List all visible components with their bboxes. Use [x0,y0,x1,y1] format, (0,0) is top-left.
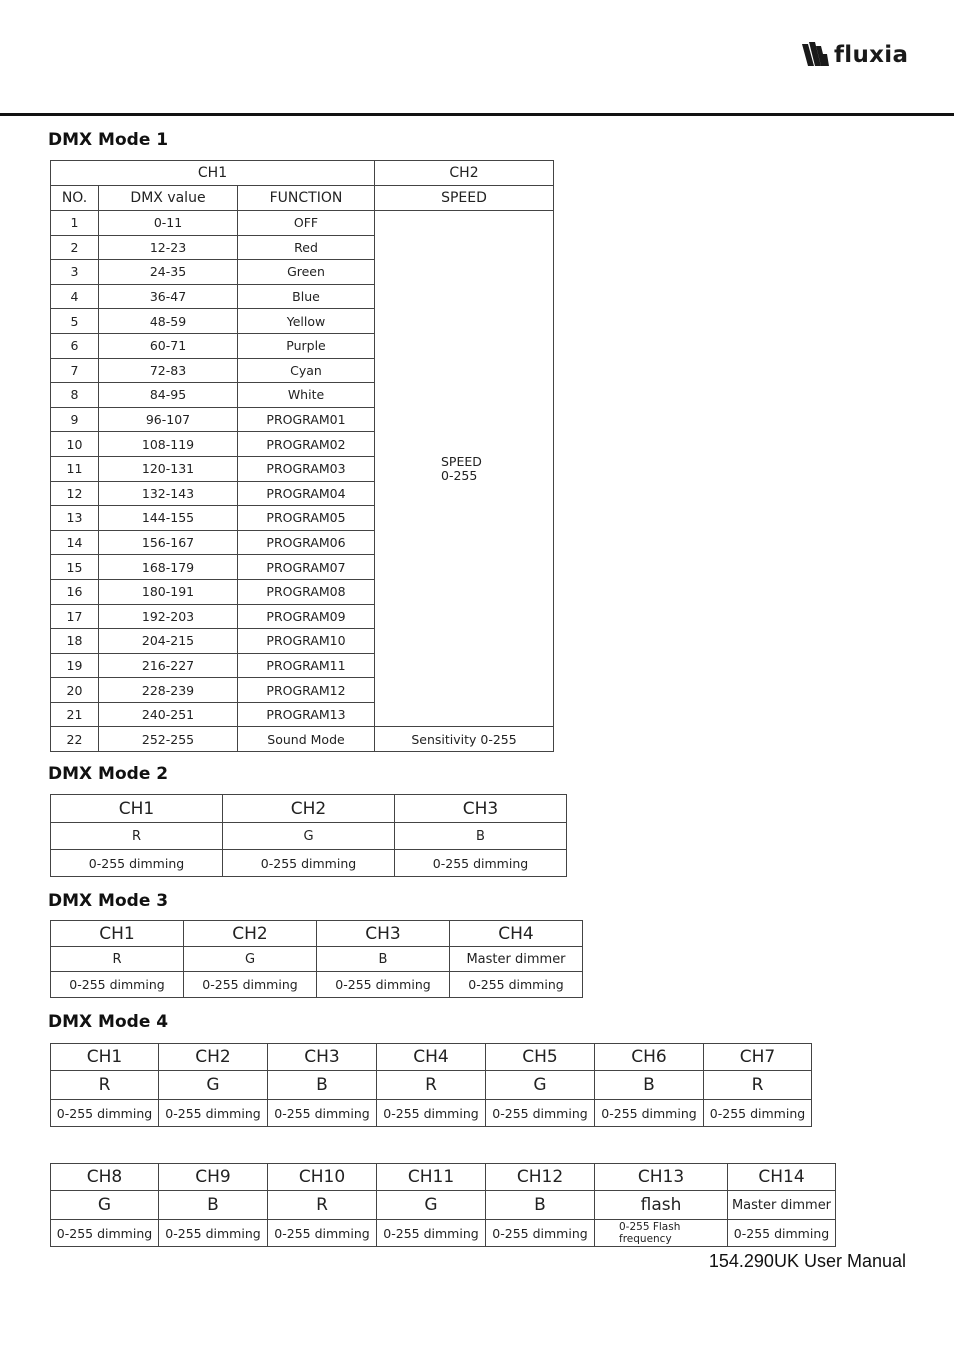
m2-function-cell: B [395,823,567,850]
mode1-cell-function: OFF [238,211,375,236]
m4a-channel-cell: CH1 [51,1044,159,1071]
m4a-function-cell: B [268,1071,377,1100]
m3-function-cell: R [51,947,184,972]
m3-function-cell: G [184,947,317,972]
m4b-channel-cell: CH10 [268,1164,377,1191]
mode1-cell-no: 12 [51,481,99,506]
m4a-function-cell: R [51,1071,159,1100]
mode1-cell-no: 13 [51,506,99,531]
mode1-col-function: FUNCTION [238,186,375,211]
mode1-cell-dmx: 156-167 [99,530,238,555]
m2-range-cell: 0-255 dimming [395,850,567,877]
mode1-cell-no: 10 [51,432,99,457]
m4a-range-cell: 0-255 dimming [486,1100,595,1127]
mode1-cell-function: PROGRAM06 [238,530,375,555]
m4b-range-cell: 0-255 dimming [486,1220,595,1247]
mode1-cell-no: 20 [51,678,99,703]
m2-function-cell: G [223,823,395,850]
mode1-cell-dmx: 48-59 [99,309,238,334]
m3-channel-cell: CH1 [51,921,184,947]
mode1-cell-function: PROGRAM01 [238,407,375,432]
mode1-cell-function: PROGRAM02 [238,432,375,457]
mode1-cell-dmx: 228-239 [99,678,238,703]
mode1-cell-no: 7 [51,358,99,383]
mode1-cell-sensitivity: Sensitivity 0-255 [375,727,554,752]
mode1-cell-dmx: 192-203 [99,604,238,629]
m4b-range-cell: 0-255 dimming [51,1220,159,1247]
mode1-speed-range: 0-255 [441,467,478,483]
mode1-cell-function: PROGRAM09 [238,604,375,629]
mode1-cell-dmx: 240-251 [99,702,238,727]
m3-function-cell: Master dimmer [450,947,583,972]
m4b-range-cell: 0-255 dimming [268,1220,377,1247]
mode1-cell-function: Blue [238,284,375,309]
mode1-row [51,727,554,752]
m3-function-cell: B [317,947,450,972]
mode1-cell-function: Yellow [238,309,375,334]
m4a-channel-cell: CH7 [704,1044,812,1071]
m4b-channel-cell: CH13 [595,1164,728,1191]
m3-range-cell: 0-255 dimming [184,972,317,998]
m4b-function-cell: G [51,1191,159,1220]
mode1-cell-no: 4 [51,284,99,309]
mode1-cell-no: 9 [51,407,99,432]
mode1-cell-function: PROGRAM13 [238,702,375,727]
m3-range-cell: 0-255 dimming [51,972,184,998]
mode1-row [51,211,554,236]
m4a-channel-cell: CH2 [159,1044,268,1071]
mode1-cell-no: 11 [51,456,99,481]
mode1-cell-no: 3 [51,260,99,285]
m4b-channel-cell: CH11 [377,1164,486,1191]
m4b-channel-cell: CH9 [159,1164,268,1191]
mode1-cell-function: PROGRAM07 [238,555,375,580]
mode1-cell-function: PROGRAM08 [238,579,375,604]
m4b-range-cell: 0-255 dimming [159,1220,268,1247]
m4b-function-cell: R [268,1191,377,1220]
mode1-cell-dmx: 204-215 [99,629,238,654]
mode1-cell-dmx: 12-23 [99,235,238,260]
mode4-heading: DMX Mode 4 [48,1012,169,1032]
mode1-speed-cell [375,211,554,727]
mode1-table [50,160,554,752]
mode1-cell-function: Sound Mode [238,727,375,752]
mode1-cell-function: Cyan [238,358,375,383]
mode1-cell-function: PROGRAM03 [238,456,375,481]
mode3-table [50,920,583,998]
mode1-cell-no: 16 [51,579,99,604]
m4b-channel-cell: CH12 [486,1164,595,1191]
m4a-function-cell: G [486,1071,595,1100]
mode1-cell-dmx: 36-47 [99,284,238,309]
mode4-table-b [50,1163,836,1247]
brand-logo [800,40,908,70]
mode1-heading: DMX Mode 1 [48,130,169,150]
mode1-cell-function: PROGRAM05 [238,506,375,531]
m4b-function-cell: Master dimmer [728,1191,836,1220]
mode1-cell-dmx: 84-95 [99,383,238,408]
m4b-channel-cell: CH14 [728,1164,836,1191]
mode4-table-a [50,1043,812,1127]
mode1-cell-dmx: 96-107 [99,407,238,432]
m4b-range-cell: 0-255 dimming [728,1220,836,1247]
mode1-col-dmx: DMX value [99,186,238,211]
m4a-channel-cell: CH4 [377,1044,486,1071]
brand-name: fluxia [834,42,909,68]
m2-channel-cell: CH2 [223,795,395,823]
mode1-cell-no: 15 [51,555,99,580]
m4b-function-cell: flash [595,1191,728,1220]
m4a-range-cell: 0-255 dimming [704,1100,812,1127]
fluxia-wave-icon [800,40,830,70]
m3-range-cell: 0-255 dimming [317,972,450,998]
m4b-range-cell: 0-255 Flash frequency [595,1220,728,1247]
mode1-ch1-header: CH1 [51,161,375,186]
m4b-channel-cell: CH8 [51,1164,159,1191]
m4a-range-cell: 0-255 dimming [377,1100,486,1127]
mode1-cell-dmx: 72-83 [99,358,238,383]
m4a-function-cell: R [704,1071,812,1100]
mode1-col-no: NO. [51,186,99,211]
mode1-cell-no: 6 [51,333,99,358]
mode1-cell-dmx: 252-255 [99,727,238,752]
m4a-function-cell: R [377,1071,486,1100]
mode1-cell-no: 22 [51,727,99,752]
m3-channel-cell: CH2 [184,921,317,947]
footer-manual-title: 154.290UK User Manual [708,1251,906,1271]
m2-channel-cell: CH3 [395,795,567,823]
m3-channel-cell: CH4 [450,921,583,947]
m4a-function-cell: B [595,1071,704,1100]
mode1-cell-function: Purple [238,333,375,358]
mode1-cell-function: White [238,383,375,408]
mode1-cell-dmx: 0-11 [99,211,238,236]
mode1-cell-no: 8 [51,383,99,408]
mode1-cell-no: 18 [51,629,99,654]
mode1-cell-dmx: 168-179 [99,555,238,580]
mode1-cell-dmx: 24-35 [99,260,238,285]
m2-function-cell: R [51,823,223,850]
m4b-range-cell: 0-255 dimming [377,1220,486,1247]
mode1-cell-no: 19 [51,653,99,678]
m4a-channel-cell: CH6 [595,1044,704,1071]
mode1-cell-function: PROGRAM11 [238,653,375,678]
mode2-table [50,794,567,877]
mode3-heading: DMX Mode 3 [48,891,169,911]
mode1-cell-function: Red [238,235,375,260]
header-rule [0,113,954,116]
m4a-channel-cell: CH3 [268,1044,377,1071]
mode1-cell-no: 5 [51,309,99,334]
m2-channel-cell: CH1 [51,795,223,823]
m4a-channel-cell: CH5 [486,1044,595,1071]
m2-range-cell: 0-255 dimming [51,850,223,877]
mode1-cell-function: PROGRAM12 [238,678,375,703]
mode1-cell-dmx: 180-191 [99,579,238,604]
m2-range-cell: 0-255 dimming [223,850,395,877]
mode1-cell-no: 21 [51,702,99,727]
mode1-cell-function: PROGRAM10 [238,629,375,654]
m4b-function-cell: B [159,1191,268,1220]
mode2-heading: DMX Mode 2 [48,764,169,784]
m4a-function-cell: G [159,1071,268,1100]
m4a-range-cell: 0-255 dimming [595,1100,704,1127]
mode1-cell-dmx: 216-227 [99,653,238,678]
mode1-cell-function: Green [238,260,375,285]
m4a-range-cell: 0-255 dimming [268,1100,377,1127]
mode1-speed-label: SPEED [441,453,482,469]
mode1-cell-no: 17 [51,604,99,629]
m4b-function-cell: B [486,1191,595,1220]
m4a-range-cell: 0-255 dimming [159,1100,268,1127]
m3-range-cell: 0-255 dimming [450,972,583,998]
mode1-cell-no: 1 [51,211,99,236]
mode1-cell-dmx: 60-71 [99,333,238,358]
mode1-col-speed: SPEED [375,186,554,211]
mode1-cell-dmx: 132-143 [99,481,238,506]
mode1-ch2-header: CH2 [375,161,554,186]
m4b-function-cell: G [377,1191,486,1220]
mode1-cell-dmx: 108-119 [99,432,238,457]
mode1-cell-dmx: 120-131 [99,456,238,481]
m4a-range-cell: 0-255 dimming [51,1100,159,1127]
mode1-cell-dmx: 144-155 [99,506,238,531]
mode1-cell-no: 14 [51,530,99,555]
mode1-cell-function: PROGRAM04 [238,481,375,506]
mode1-cell-no: 2 [51,235,99,260]
m3-channel-cell: CH3 [317,921,450,947]
